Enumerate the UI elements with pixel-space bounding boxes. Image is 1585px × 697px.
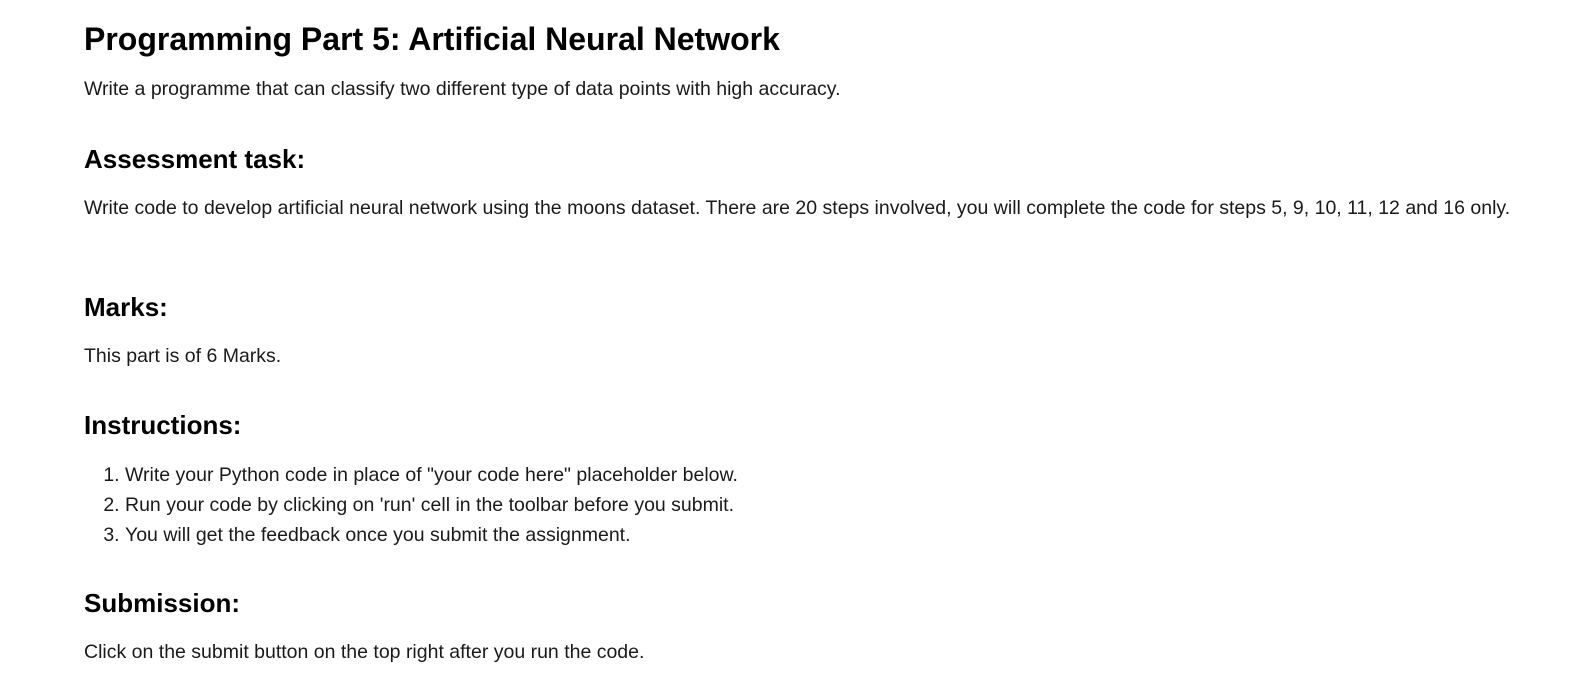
marks-heading: Marks:	[84, 292, 168, 322]
list-item: 1. Write your Python code in place of "your code here" placeholder below.	[125, 460, 738, 490]
marks-text: This part is of 6 Marks.	[84, 345, 282, 367]
submission-text: Click on the submit button on the top right after you run the code.	[84, 641, 645, 663]
list-item: 3. You will get the feedback once you submit the assignment.	[125, 520, 738, 550]
submission-heading: Submission:	[84, 588, 241, 618]
assessment-heading: Assessment task:	[84, 144, 306, 174]
assessment-text: Write code to develop artificial neural network using the moons dataset. There are 20 steps involved, you will complete the code for steps 5, 9, 10, 11, 12 and 16 only.	[84, 197, 1511, 219]
page-title: Programming Part 5: Artificial Neural Network	[84, 21, 780, 57]
instructions-heading: Instructions:	[84, 410, 242, 440]
instructions-list	[84, 460, 738, 550]
list-item: 2. Run your code by clicking on 'run' cell in the toolbar before you submit.	[125, 490, 738, 520]
intro-text: Write a programme that can classify two different type of data points with high accuracy.	[84, 78, 841, 100]
